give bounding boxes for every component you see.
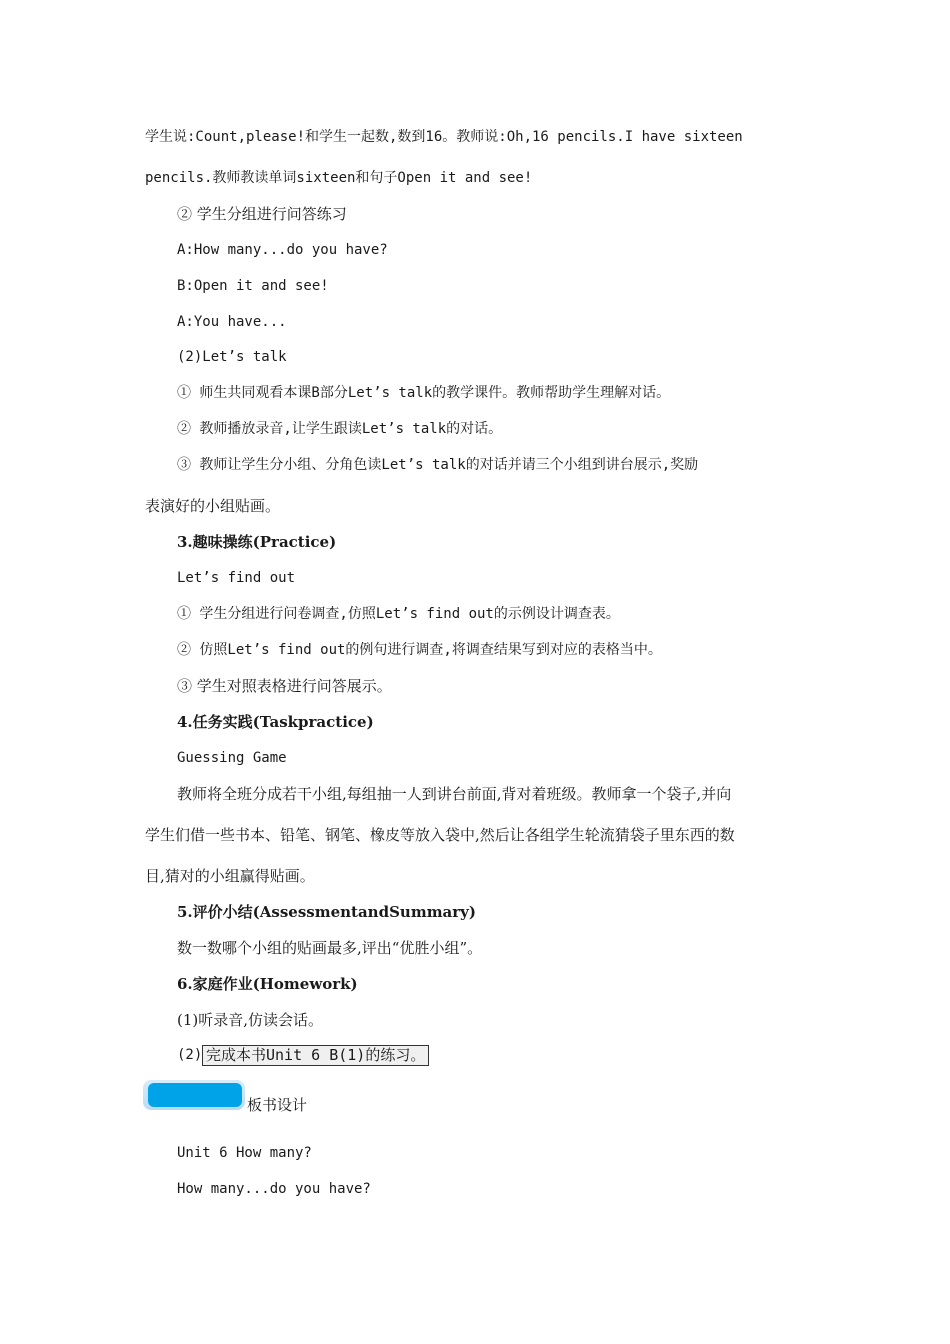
text-line: (2)Let’s talk [177, 349, 287, 365]
section-heading: 4.任务实践(Taskpractice) [177, 713, 374, 731]
text-line: (2) [177, 1047, 203, 1063]
text-line: pencils.教师教读单词sixteen和句子Open it and see! [145, 170, 533, 186]
section-title: 板书设计 [247, 1096, 308, 1114]
text-line: ① 学生分组进行问卷调查,仿照Let’s find out的示例设计调查表。 [177, 606, 620, 622]
section-heading: 6.家庭作业(Homework) [177, 975, 358, 993]
section-heading: 5.评价小结(AssessmentandSummary) [177, 903, 476, 921]
text-line: How many...do you have? [177, 1181, 371, 1197]
text-line: ③ 教师让学生分小组、分角色读Let’s talk的对话并请三个小组到讲台展示,奖励 [177, 457, 699, 473]
text-line: 学生们借一些书本、铅笔、钢笔、橡皮等放入袋中,然后让各组学生轮流猜袋子里东西的数 [145, 826, 735, 844]
text-line: A:How many...do you have? [177, 242, 388, 258]
text-line: Let’s find out [177, 570, 296, 586]
text-line: B:Open it and see! [177, 278, 329, 294]
text-line: ① 师生共同观看本课B部分Let’s talk的教学课件。教师帮助学生理解对话。 [177, 385, 671, 401]
text-line: Unit 6 How many? [177, 1145, 312, 1161]
text-line: 目,猜对的小组赢得贴画。 [145, 867, 315, 885]
section-tag-icon [148, 1083, 242, 1107]
text-line: Guessing Game [177, 750, 287, 766]
text-line: 学生说:Count,please!和学生一起数,数到16。教师说:Oh,16 pencils.I have sixteen [145, 129, 743, 145]
text-line: ② 仿照Let’s find out的例句进行调查,将调查结果写到对应的表格当中。 [177, 642, 662, 658]
text-line: A:You have... [177, 314, 287, 330]
highlighted-text: 完成本书Unit 6 B(1)的练习。 [202, 1045, 429, 1066]
text-line: ② 教师播放录音,让学生跟读Let’s talk的对话。 [177, 421, 503, 437]
text-line: 教师将全班分成若干小组,每组抽一人到讲台前面,背对着班级。教师拿一个袋子,并向 [177, 785, 732, 803]
text-line: 表演好的小组贴画。 [145, 497, 281, 515]
text-line: ③ 学生对照表格进行问答展示。 [177, 677, 392, 695]
text-line: ② 学生分组进行问答练习 [177, 205, 347, 223]
text-line: 数一数哪个小组的贴画最多,评出“优胜小组”。 [177, 939, 483, 957]
section-heading: 3.趣味操练(Practice) [177, 533, 337, 551]
text-line: (1)听录音,仿读会话。 [177, 1011, 324, 1029]
